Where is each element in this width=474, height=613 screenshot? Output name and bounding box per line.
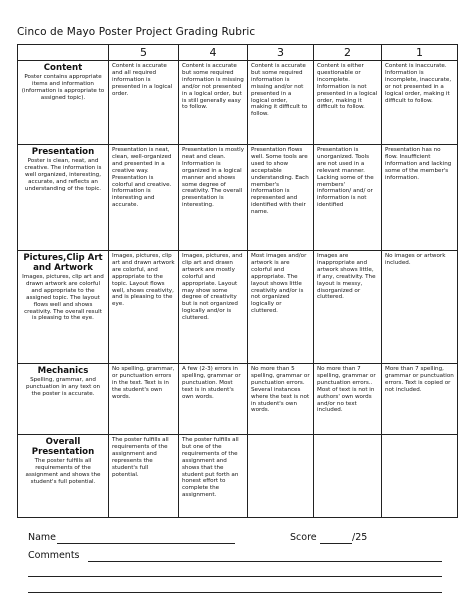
rubric-cell: Presentation is mostly neat and clean. Information is organized in a logical manner and shows some degree of creativity. The overall presentation is interesting. (179, 145, 248, 251)
rubric-cell: More than 7 spelling, grammar or punctuation errors. Text is copied or not included. (382, 364, 458, 435)
criterion-description: Poster is clean, neat, and creative. The information is well organized, interesting, accurate, and reflects an understanding of the topic. (24, 158, 102, 192)
rubric-cell: Images are inappropriate and artwork shows little, if any, creativity. The layout is messy, disorganized or cluttered. (314, 251, 382, 364)
rubric-table (17, 44, 458, 518)
criterion-cell (18, 251, 109, 364)
comments-line[interactable] (28, 592, 442, 593)
rubric-cell: No images or artwork included. (382, 251, 458, 364)
rubric-row-presentation (18, 145, 458, 251)
comments-line[interactable] (28, 576, 442, 577)
rubric-cell: Content is accurate but some required information is missing and/or not presented in a logical order, but is still generally easy to follow. (179, 61, 248, 145)
criterion-description: Poster contains appropriate items and information (information is appropriate to assigned topic). (21, 74, 105, 101)
rubric-cell: Presentation is unorganized. Tools are not used in a relevant manner. Lacking some of the members' information/ and/ or information is not identified (314, 145, 382, 251)
rubric-cell: Content is accurate but some required information is missing and/or not presented in a logical order, making it difficult to follow. (248, 61, 314, 145)
rubric-row-overall (18, 435, 458, 518)
rubric-cell (314, 435, 382, 518)
criterion-description: Spelling, grammar, and punctuation in any text on the poster is accurate. (25, 377, 101, 397)
rubric-cell: A few (2-3) errors in spelling, grammar or punctuation. Most text is in student's own words. (179, 364, 248, 435)
criterion-cell (18, 364, 109, 435)
header-row (18, 45, 458, 61)
page-title: Cinco de Mayo Poster Project Grading Rubric (17, 26, 256, 38)
header-cell (18, 45, 109, 61)
criterion-cell (18, 145, 109, 251)
rubric-cell: Images, pictures, clip art and drawn artwork are colorful, and appropriate to the topic. Layout flows well, shows creativity, and is pleasing to the eye. (109, 251, 179, 364)
score-header-2: 2 (314, 45, 382, 61)
rubric-cell (248, 435, 314, 518)
criterion-name: Pictures,Clip Art and Artwork (23, 253, 103, 273)
name-label: Name (28, 532, 57, 543)
rubric-cell: Content is accurate and all required information is presented in a logical order. (109, 61, 179, 145)
rubric-cell: No more than 7 spelling, grammar or punctuation errors.. Most of text is not in authors' own words and/or no text included. (314, 364, 382, 435)
comments-line[interactable] (88, 561, 442, 562)
rubric-cell: Presentation flows well. Some tools are used to show acceptable understanding. Each member's information is represented and identified with their name. (248, 145, 314, 251)
rubric-cell: Presentation has no flow. Insufficient information and lacking some of the member's information. (382, 145, 458, 251)
score-line[interactable] (320, 543, 352, 544)
rubric-cell: No more than 5 spelling, grammar or punctuation errors. Several instances where the text is not in student's own words. (248, 364, 314, 435)
rubric-cell: No spelling, grammar, or punctuation errors in the text. Text is in the student's own words. (109, 364, 179, 435)
rubric-cell: Content is inaccurate. Information is incomplete, inaccurate, or not presented in a logical order, making it difficult to follow. (382, 61, 458, 145)
rubric-cell: Images, pictures, and clip art and drawn artwork are mostly colorful and appropriate. Layout may show some degree of creativity but is not organized logically and/or is cluttered. (179, 251, 248, 364)
criterion-name: Presentation (31, 147, 95, 157)
comments-label: Comments (28, 550, 80, 561)
score-header-1: 1 (382, 45, 458, 61)
rubric-cell (382, 435, 458, 518)
rubric-cell: The poster fulfills all but one of the requirements of the assignment and shows that the student put forth an honest effort to complete the assignment. (179, 435, 248, 518)
rubric-row-mechanics (18, 364, 458, 435)
rubric-row-pictures (18, 251, 458, 364)
rubric-cell: The poster fulfills all requirements of the assignment and represents the student's full potential. (109, 435, 179, 518)
criterion-name: Content (43, 63, 83, 73)
criterion-description: Images, pictures, clip art and drawn artwork are colorful and appropriate to the assigned topic. The layout flows well and shows creativity. The overall result is pleasing to the eye. (22, 274, 104, 322)
rubric-cell: Content is either questionable or incomplete. Information is not presented in a logical order, making it difficult to follow. (314, 61, 382, 145)
criterion-cell (18, 435, 109, 518)
criterion-name: Mechanics (37, 366, 89, 376)
rubric-cell: Most images and/or artwork is are colorful and appropriate. The layout shows little creativity and/or is not organized logically or cluttered. (248, 251, 314, 364)
criterion-description: The poster fulfills all requirements of the assignment and shows the student's full potential. (25, 458, 101, 485)
score-header-4: 4 (179, 45, 248, 61)
score-label: Score (290, 532, 317, 543)
rubric-cell: Presentation is neat, clean, well-organized and presented in a creative way. Presentation is colorful and creative. Information is interesting and accurate. (109, 145, 179, 251)
criterion-cell (18, 61, 109, 145)
criterion-name: Overall Presentation (31, 437, 95, 457)
score-header-3: 3 (248, 45, 314, 61)
score-header-5: 5 (109, 45, 179, 61)
score-total: /25 (352, 532, 368, 543)
name-line[interactable] (57, 543, 235, 544)
rubric-row-content (18, 61, 458, 145)
